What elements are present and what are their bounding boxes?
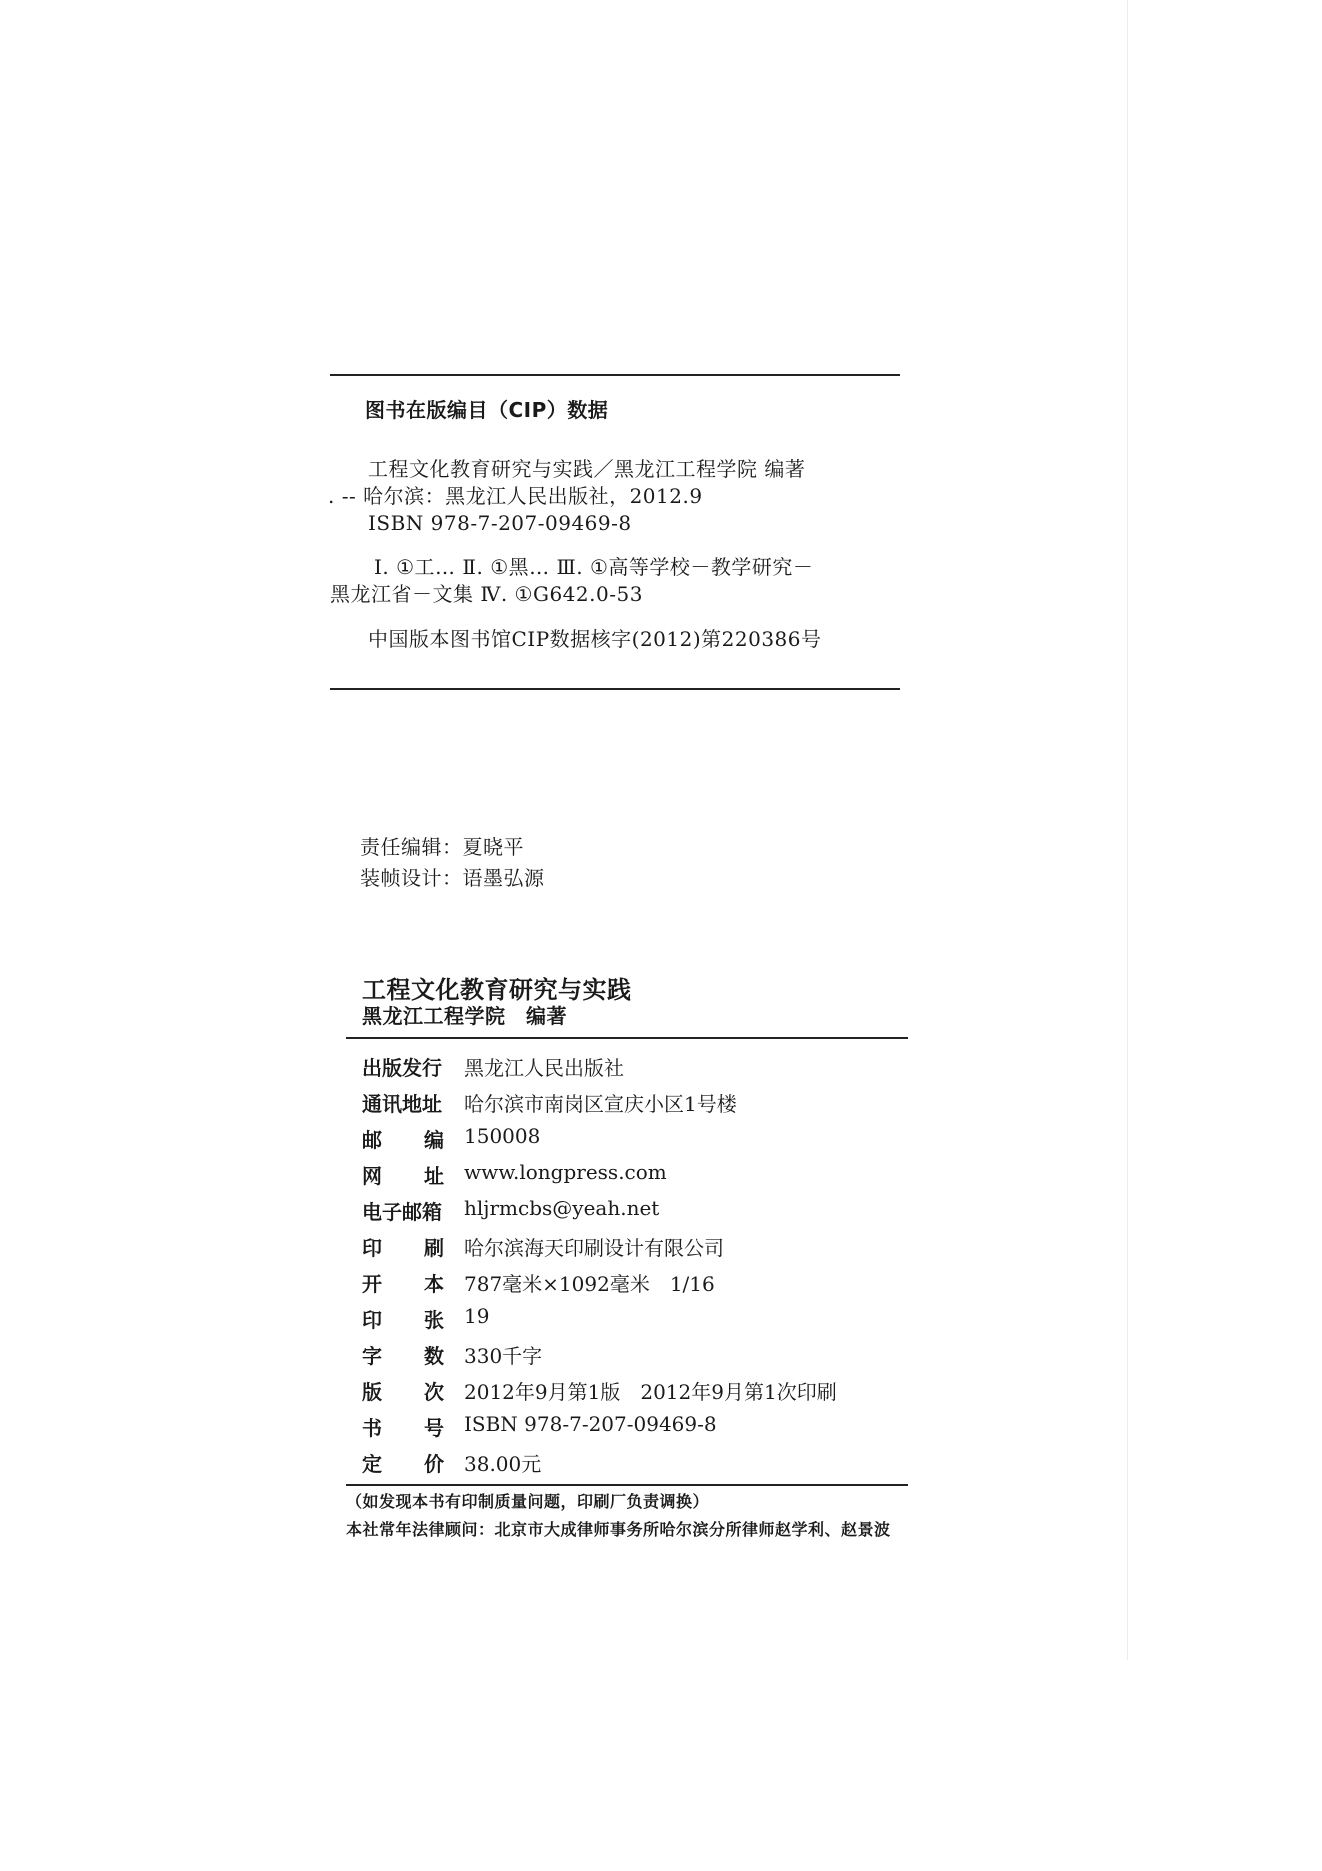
colophon-top-rule [346, 1037, 908, 1039]
cip-line-4: Ⅰ. ①工… Ⅱ. ①黑… Ⅲ. ①高等学校－教学研究－ [374, 555, 814, 579]
colophon-label: 邮 编 [362, 1128, 444, 1152]
cip-top-rule [330, 374, 900, 376]
colophon-row-edition [362, 1376, 922, 1406]
colophon-row-email [362, 1196, 922, 1226]
colophon-bottom-rule [346, 1484, 908, 1486]
colophon-label: 印 刷 [362, 1236, 444, 1260]
cip-line-6: 中国版本图书馆CIP数据核字(2012)第220386号 [368, 627, 822, 651]
colophon-row-isbn [362, 1412, 922, 1442]
colophon-value: 150008 [464, 1124, 541, 1148]
colophon-row-price [362, 1448, 922, 1478]
colophon-row-printer [362, 1232, 922, 1262]
colophon-value: 330千字 [464, 1344, 543, 1368]
colophon-label: 通讯地址 [362, 1092, 442, 1116]
colophon-table [362, 1044, 922, 1476]
colophon-value: www.longpress.com [464, 1160, 667, 1184]
colophon-value: 38.00元 [464, 1452, 542, 1476]
colophon-row-address [362, 1088, 922, 1118]
book-title: 工程文化教育研究与实践 [362, 976, 632, 1004]
colophon-row-sheets [362, 1304, 922, 1334]
colophon-label: 书 号 [362, 1416, 444, 1440]
colophon-label: 印 张 [362, 1308, 444, 1332]
colophon-row-website [362, 1160, 922, 1190]
colophon-row-publisher [362, 1052, 922, 1082]
colophon-row-postcode [362, 1124, 922, 1154]
book-author: 黑龙江工程学院 编著 [362, 1004, 567, 1028]
cip-line-3: ISBN 978-7-207-09469-8 [368, 511, 632, 535]
colophon-value: 哈尔滨海天印刷设计有限公司 [464, 1236, 724, 1260]
quality-notice: （如发现本书有印制质量问题，印刷厂负责调换） [346, 1492, 710, 1511]
colophon-label: 字 数 [362, 1344, 444, 1368]
colophon-value: ISBN 978-7-207-09469-8 [464, 1412, 717, 1436]
legal-counsel: 本社常年法律顾问：北京市大成律师事务所哈尔滨分所律师赵学利、赵景波 [346, 1520, 891, 1539]
cip-heading: 图书在版编目（CIP）数据 [365, 398, 609, 422]
colophon-label: 网 址 [362, 1164, 444, 1188]
colophon-value: 787毫米×1092毫米 1/16 [464, 1272, 715, 1296]
colophon-label: 版 次 [362, 1380, 444, 1404]
colophon-value: 哈尔滨市南岗区宣庆小区1号楼 [464, 1092, 737, 1116]
colophon-value: 2012年9月第1版 2012年9月第1次印刷 [464, 1380, 837, 1404]
cip-line-1: 工程文化教育研究与实践／黑龙江工程学院 编著 [368, 457, 806, 481]
cip-bottom-rule [330, 688, 900, 690]
cip-line-2: . -- 哈尔滨：黑龙江人民出版社，2012.9 [328, 484, 703, 508]
colophon-label: 出版发行 [362, 1056, 442, 1080]
colophon-row-format [362, 1268, 922, 1298]
colophon-label: 开 本 [362, 1272, 444, 1296]
colophon-value: 黑龙江人民出版社 [464, 1056, 624, 1080]
colophon-value: 19 [464, 1304, 490, 1328]
colophon-value: hljrmcbs@yeah.net [464, 1196, 660, 1220]
colophon-label: 定 价 [362, 1452, 444, 1476]
colophon-row-wordcount [362, 1340, 922, 1370]
cover-designer: 装帧设计：语墨弘源 [360, 866, 545, 890]
responsible-editor: 责任编辑：夏晓平 [360, 835, 524, 859]
scan-edge [1127, 0, 1128, 1660]
colophon-label: 电子邮箱 [362, 1200, 442, 1224]
cip-line-5: 黑龙江省－文集 Ⅳ. ①G642.0-53 [330, 582, 643, 606]
